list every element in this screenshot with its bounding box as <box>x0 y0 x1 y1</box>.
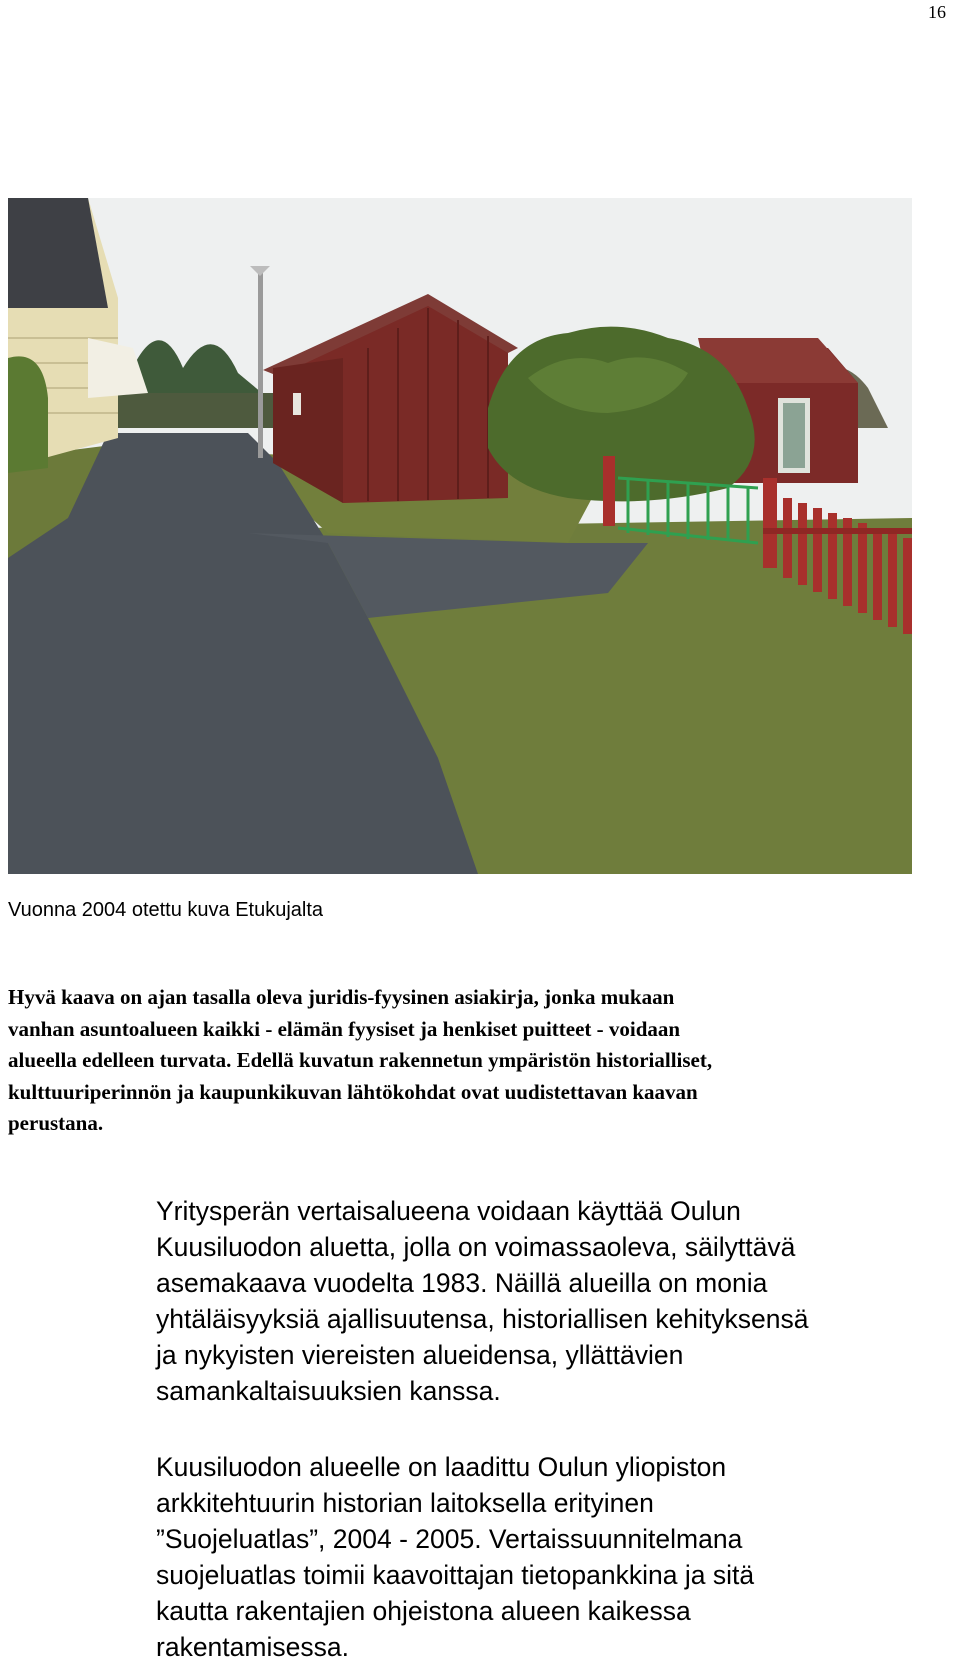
comparison-paragraph <box>156 1193 946 1409</box>
comparison-line: Yritysperän vertaisalueena voidaan käyttää Oulun <box>156 1196 741 1226</box>
comparison-line: samankaltaisuuksien kanssa. <box>156 1376 501 1406</box>
atlas-line: ”Suojeluatlas”, 2004 - 2005. Vertaissuunnitelmana <box>156 1524 743 1554</box>
left-shrub <box>8 356 48 473</box>
atlas-line: suojeluatlas toimii kaavoittajan tietopankkina ja sitä <box>156 1560 755 1590</box>
figure-caption: Vuonna 2004 otettu kuva Etukujalta <box>8 899 324 921</box>
comparison-line: ja nykyisten viereisten alueidensa, yllättävien <box>156 1340 684 1370</box>
street-photo <box>8 198 912 874</box>
barn-window <box>293 393 301 415</box>
intro-line: kulttuuriperinnön ja kaupunkikuvan lähtökohdat ovat uudistettavan kaavan <box>8 1079 698 1104</box>
lamp-post <box>258 268 263 458</box>
intro-line: Hyvä kaava on ajan tasalla oleva juridis-fyysinen asiakirja, jonka mukaan <box>8 985 675 1009</box>
hedge <box>103 393 273 428</box>
atlas-line: rakentamisessa. <box>156 1632 349 1662</box>
intro-line: alueella edelleen turvata. Edellä kuvatun rakennetun ympäristön historialliset, <box>8 1048 713 1072</box>
comparison-line: asemakaava vuodelta 1983. Näillä alueilla on monia <box>156 1268 768 1298</box>
atlas-line: arkkitehtuurin historian laitoksella erityinen <box>156 1488 654 1518</box>
gate-post <box>603 456 615 526</box>
atlas-line: Kuusiluodon alueelle on laadittu Oulun yliopiston <box>156 1452 727 1482</box>
page-number: 16 <box>928 2 946 22</box>
right-house-door-panel <box>783 403 805 468</box>
atlas-line: kautta rakentajien ohjeistona alueen kaikessa <box>156 1596 691 1626</box>
comparison-line: Kuusiluodon aluetta, jolla on voimassaoleva, säilyttävä <box>156 1232 796 1262</box>
comparison-line: yhtäläisyyksiä ajallisuutensa, historiallisen kehityksensä <box>156 1304 809 1334</box>
intro-paragraph <box>8 982 938 1140</box>
atlas-paragraph <box>156 1449 946 1665</box>
street-photo-drawing <box>8 198 912 874</box>
intro-line: perustana. <box>8 1111 104 1135</box>
fence-rail <box>763 528 912 534</box>
intro-line: vanhan asuntoalueen kaikki - elämän fyysiset ja henkiset puitteet - voidaan <box>8 1016 681 1041</box>
